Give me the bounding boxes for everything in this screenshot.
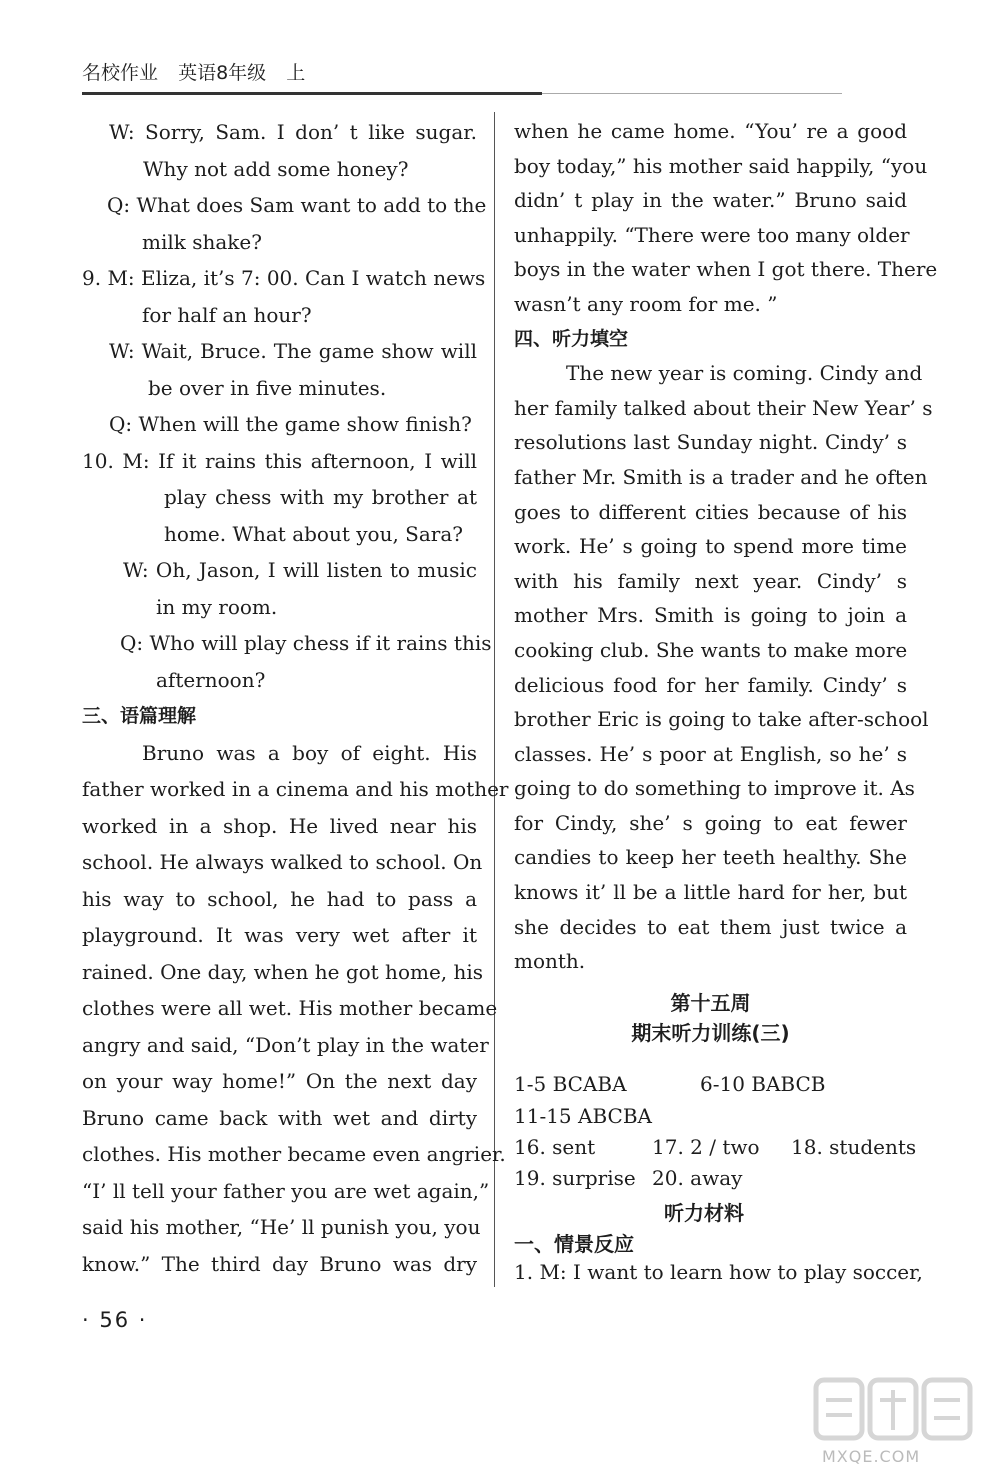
answer-11-15: 11-15 ABCBA — [514, 1104, 652, 1128]
text-line: when he came home. “You’ re a good — [514, 119, 907, 143]
text-line: Q: What does Sam want to add to the — [107, 193, 487, 217]
answer-17: 17. 2 / two — [652, 1135, 760, 1159]
header-subject: 英语8年级 — [178, 62, 267, 84]
text-line: 三、语篇理解 — [82, 705, 197, 727]
text-line: be over in five minutes. — [148, 375, 387, 400]
text-line: she decides to eat them just twice a — [514, 914, 907, 939]
text-line: wasn’t any room for me. ” — [514, 291, 778, 316]
text-line: Why not add some honey? — [143, 156, 409, 181]
text-line: her family talked about their New Year’ s — [514, 395, 933, 420]
text-line: play chess with my brother at — [164, 485, 477, 509]
last-line: 1. M: I want to learn how to play soccer, — [514, 1260, 923, 1284]
text-line: goes to different cities because of his — [514, 499, 907, 524]
text-line: father Mr. Smith is a trader and he often — [514, 464, 928, 489]
text-line: work. He’ s going to spend more time — [514, 534, 907, 559]
section-one-heading: 一、情景反应 — [514, 1232, 634, 1256]
text-line: worked in a shop. He lived near his — [82, 813, 477, 838]
text-line: 9. M: Eliza, it’s 7: 00. Can I watch news — [82, 266, 486, 290]
header-rule-thin — [542, 93, 842, 94]
week-title: 第十五周 — [670, 991, 751, 1015]
text-line: clothes were all wet. His mother became — [82, 996, 498, 1020]
header-rule — [82, 92, 542, 95]
text-line: “I’ ll tell your father you are wet again,” — [82, 1178, 490, 1203]
answer-20: 20. away — [652, 1166, 743, 1190]
text-line: on your way home!” On the next day — [82, 1069, 477, 1093]
text-line: classes. He’ s poor at English, so he’ s — [514, 741, 907, 766]
text-line: for half an hour? — [142, 302, 312, 327]
text-line: afternoon? — [156, 667, 266, 692]
text-line: W: Oh, Jason, I will listen to music — [123, 558, 477, 582]
text-line: didn’ t play in the water.” Bruno said — [514, 188, 907, 213]
text-line: Q: When will the game show finish? — [109, 412, 472, 436]
text-line: delicious food for her family. Cindy’ s — [514, 672, 907, 697]
right-column — [514, 114, 938, 979]
text-line: know.” The third day Bruno was dry — [82, 1251, 477, 1276]
text-line: in my room. — [156, 594, 278, 619]
text-line: going to do something to improve it. As — [514, 776, 915, 801]
text-line: father worked in a cinema and his mother — [82, 777, 509, 801]
text-line: mother Mrs. Smith is going to join a — [514, 603, 907, 628]
answer-1-5: 1-5 BCABA — [514, 1072, 627, 1096]
text-line: unhappily. “There were too many older — [514, 222, 910, 247]
text-line: for Cindy, she’ s going to eat fewer — [514, 810, 907, 835]
text-line: candies to keep her teeth healthy. She — [514, 845, 907, 870]
text-line: school. He always walked to school. On — [82, 850, 483, 874]
text-line: 四、听力填空 — [514, 327, 629, 350]
text-line: clothes. His mother became even angrier. — [82, 1142, 506, 1166]
answer-19: 19. surprise — [514, 1166, 636, 1190]
text-line: W: Sorry, Sam. I don’ t like sugar. — [109, 120, 477, 144]
test-title: 期末听力训练(三) — [631, 1021, 790, 1045]
answer-6-10: 6-10 BABCB — [700, 1072, 826, 1096]
text-line: playground. It was very wet after it — [82, 923, 477, 947]
header-volume: 上 — [286, 62, 306, 84]
text-line: home. What about you, Sara? — [164, 521, 464, 546]
text-line: resolutions last Sunday night. Cindy’ s — [514, 430, 907, 455]
text-line: Bruno came back with wet and dirty — [82, 1105, 477, 1130]
text-line: milk shake? — [142, 229, 262, 254]
text-line: knows it’ ll be a little hard for her, but — [514, 880, 907, 905]
page-number: · 56 · — [82, 1308, 148, 1332]
text-line: boy today,” his mother said happily, “you — [514, 153, 928, 178]
left-column — [82, 114, 509, 1282]
running-header — [82, 58, 319, 85]
text-line: his way to school, he had to pass a — [82, 886, 477, 911]
text-line: with his family next year. Cindy’ s — [514, 568, 907, 593]
answer-16: 16. sent — [514, 1135, 596, 1159]
text-line: brother Eric is going to take after-school — [514, 707, 929, 732]
text-line: The new year is coming. Cindy and — [566, 361, 923, 386]
column-divider — [494, 112, 495, 1287]
watermark-url: MXQE.COM — [822, 1447, 921, 1466]
text-line: 10. M: If it rains this afternoon, I will — [82, 448, 477, 473]
text-line: rained. One day, when he got home, his — [82, 959, 484, 984]
text-line: Q: Who will play chess if it rains this — [120, 631, 492, 655]
text-line: month. — [514, 949, 586, 974]
text-line: angry and said, “Don’t play in the water — [82, 1032, 489, 1057]
text-line: said his mother, “He’ ll punish you, you — [82, 1215, 481, 1239]
materials-title: 听力材料 — [664, 1201, 744, 1225]
text-line: Bruno was a boy of eight. His — [142, 740, 477, 765]
text-line: cooking club. She wants to make more — [514, 637, 908, 662]
text-line: boys in the water when I got there. There — [514, 257, 938, 282]
header-book: 名校作业 — [82, 62, 159, 84]
right-column-text — [514, 114, 938, 979]
answer-18: 18. students — [791, 1135, 917, 1159]
text-line: W: Wait, Bruce. The game show will — [109, 339, 477, 363]
